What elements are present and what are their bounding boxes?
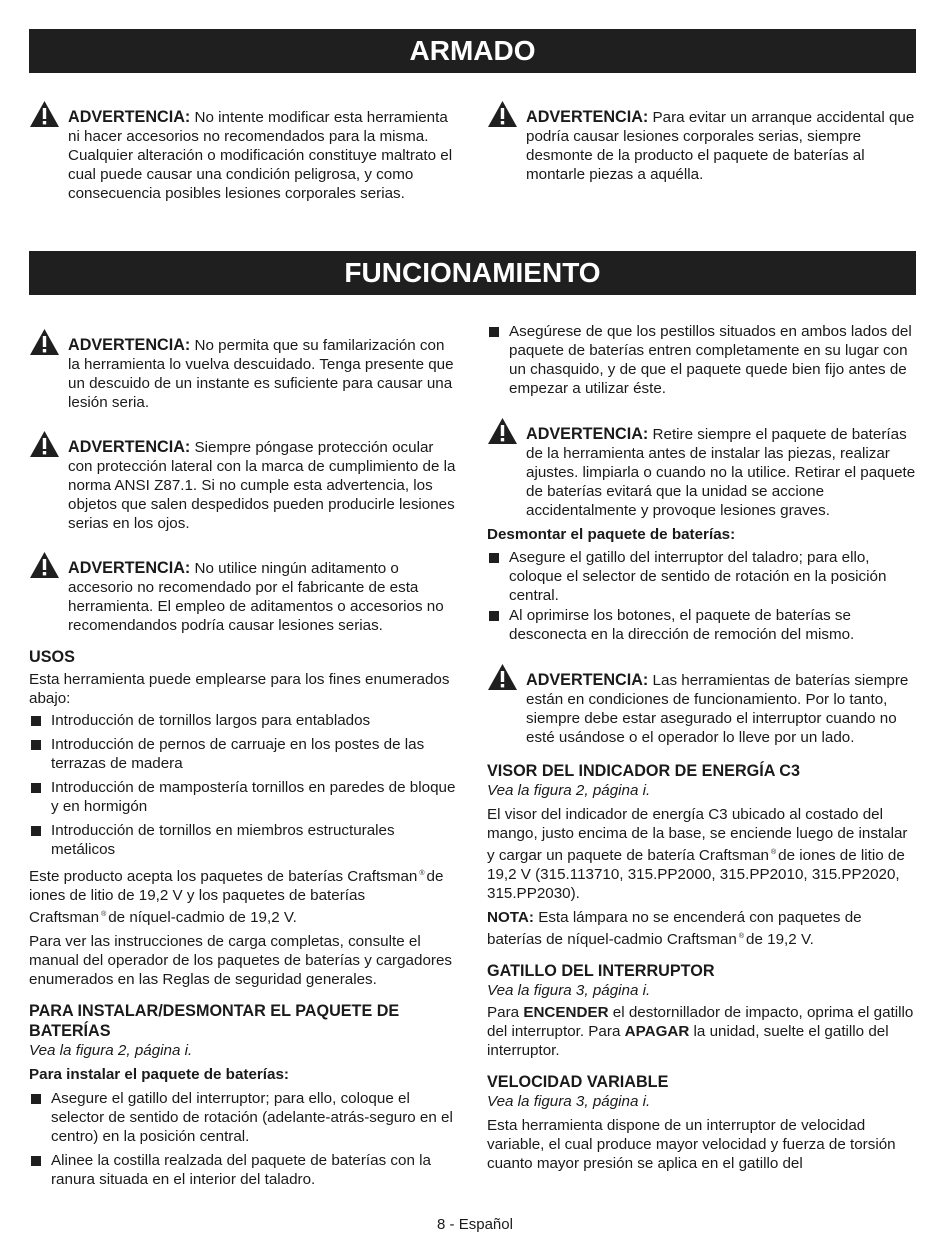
charging-para: Para ver las instrucciones de carga completas, consulte el manual del operador de los paquetes de baterías y cargadores enumerados en las Reglas de seguridad generales.	[29, 933, 452, 988]
operation-left-column	[29, 336, 459, 1189]
warning-label: ADVERTENCIA:	[526, 425, 649, 443]
warning-accidental-start	[487, 108, 917, 184]
c3-para: El visor del indicador de energía C3 ubicado al costado del mango, justo encima de la base, se enciende luego de instalar y cargar un paquete de batería Craftsman ® de iones de litio de 19,2 V (315.113710, 315.PP2000, 315.PP2010, 315.PP2020, 315.PP2030).	[487, 806, 908, 902]
warning-text: Para evitar un arranque accidental que podría causar lesiones corporales serias, siempre desmonte de la producto el paquete de baterías al montarle piezas a aquélla.	[526, 109, 915, 183]
warning-text: Siempre póngase protección ocular con protección lateral con la marca de cumplimiento de la norma ANSI Z87.1. Si no cumple esta advertencia, los objetos que salen despedidos pueden producirle lesiones serias en los ojos.	[68, 439, 456, 532]
warning-icon	[487, 663, 518, 691]
warning-label: ADVERTENCIA:	[68, 438, 191, 456]
warning-text: No utilice ningún aditamento o accesorio no recomendado por el fabricante de esta herramienta. El empleo de aditamentos o accesorios no recomendandos podría causar lesiones serias.	[68, 560, 444, 634]
warning-familiarity	[29, 336, 459, 412]
bullet-square-icon	[31, 1156, 41, 1166]
trigger-heading: GATILLO DEL INTERRUPTOR	[487, 962, 715, 980]
warning-text: No intente modificar esta herramienta ni hacer accesorios no recomendados para la misma. Cualquier alteración o modificación constituye maltrato el cual puede causar una condición peligrosa, y como consecuencia posibles lesiones corporales serias.	[68, 109, 453, 202]
list-item: Al oprimirse los botones, el paquete de baterías se desconecta en la dirección de remoción del mismo.	[487, 606, 917, 644]
bullet-square-icon	[31, 740, 41, 750]
list-item: Introducción de tornillos en miembros estructurales metálicos	[29, 821, 459, 859]
speed-para: Esta herramienta dispone de un interruptor de velocidad variable, el cual produce mayor velocidad y fuerza de torsión cuanto mayor presión se aplica en el gatillo del	[487, 1117, 896, 1172]
bullet-square-icon	[31, 716, 41, 726]
list-item: Introducción de pernos de carruaje en los postes de las terrazas de madera	[29, 735, 459, 773]
warning-modify-tool	[29, 108, 459, 203]
figure-reference: Vea la figura 2, página i.	[487, 782, 651, 799]
warning-label: ADVERTENCIA:	[68, 559, 191, 577]
warning-icon	[487, 417, 518, 445]
warning-accessories	[29, 559, 459, 635]
warning-icon	[29, 100, 60, 128]
install-heading: PARA INSTALAR/DESMONTAR EL PAQUETE DE BATERÍAS	[29, 1002, 400, 1040]
figure-reference: Vea la figura 3, página i.	[487, 982, 651, 999]
warning-icon	[29, 430, 60, 458]
list-item: Introducción de mampostería tornillos en paredes de bloque y en hormigón	[29, 778, 459, 816]
assembly-right-column	[487, 108, 917, 184]
warning-battery-tools	[487, 671, 917, 747]
note-para: NOTA: Esta lámpara no se encenderá con paquetes de baterías de níquel-cadmio Craftsman ® de 19,2 V.	[487, 909, 862, 948]
operation-right-column	[487, 322, 917, 1173]
uses-heading: USOS	[29, 648, 75, 666]
warning-text: Las herramientas de baterías siempre están en condiciones de funcionamiento. Por lo tanto, siempre debe estar asegurado el interruptor cuando no esté usándose o el operador lo lleve por un lado.	[526, 672, 909, 746]
warning-text: Retire siempre el paquete de baterías de la herramienta antes de instalar las piezas, realizar ajustes. limpiarla o cuando no la utilice. Retirar el paquete de baterías evitará que la unidad se accione accidentalmente y provoque lesiones graves.	[526, 426, 916, 519]
warning-text: No permita que su familarización con la herramienta lo vuelva descuidado. Tenga presente que un descuido de un instante es suficiente para causar una lesión seria.	[68, 337, 454, 411]
speed-heading: VELOCIDAD VARIABLE	[487, 1073, 669, 1091]
bullet-square-icon	[489, 611, 499, 621]
latch-list	[487, 322, 917, 398]
bullet-square-icon	[31, 826, 41, 836]
install-steps	[29, 1089, 459, 1189]
warning-icon	[29, 328, 60, 356]
install-subheading: Para instalar el paquete de baterías:	[29, 1066, 289, 1083]
bullet-square-icon	[31, 1094, 41, 1104]
warning-label: ADVERTENCIA:	[526, 671, 649, 689]
list-item: Asegúrese de que los pestillos situados en ambos lados del paquete de baterías entren completamente en su lugar con un chasquido, y de que el paquete quede bien fijo antes de empezar a utilizar éste.	[487, 322, 917, 398]
bullet-square-icon	[489, 327, 499, 337]
section-banner-funcionamiento: FUNCIONAMIENTO	[29, 251, 916, 295]
warning-label: ADVERTENCIA:	[526, 108, 649, 126]
uses-intro: Esta herramienta puede emplearse para los fines enumerados abajo:	[29, 671, 450, 707]
remove-steps	[487, 548, 917, 644]
bullet-square-icon	[31, 783, 41, 793]
page-footer: 8 - Español	[437, 1216, 513, 1233]
list-item: Alinee la costilla realzada del paquete de baterías con la ranura situada en el interior del taladro.	[29, 1151, 459, 1189]
list-item: Asegure el gatillo del interruptor del taladro; para ello, coloque el selector de sentido de rotación en la posición central.	[487, 548, 917, 605]
warning-icon	[487, 100, 518, 128]
list-item: Asegure el gatillo del interruptor; para ello, coloque el selector de sentido de rotación (adelante-atrás-seguro en el centro) en la posición central.	[29, 1089, 459, 1146]
warning-eye-protection	[29, 438, 459, 533]
warning-icon	[29, 551, 60, 579]
uses-list	[29, 711, 459, 859]
section-banner-armado: ARMADO	[29, 29, 916, 73]
warning-remove-battery	[487, 425, 917, 520]
list-item: Introducción de tornillos largos para entablados	[29, 711, 459, 730]
bullet-square-icon	[489, 553, 499, 563]
trigger-para: Para ENCENDER el destornillador de impacto, oprima el gatillo del interruptor. Para APAGAR la unidad, suelte el gatillo del interruptor.	[487, 1004, 914, 1059]
remove-subheading: Desmontar el paquete de baterías:	[487, 526, 736, 543]
battery-compat-para: Este producto acepta los paquetes de baterías Craftsman ® de iones de litio de 19,2 V y los paquetes de baterías Craftsman ® de níquel-cadmio de 19,2 V.	[29, 868, 444, 926]
figure-reference: Vea la figura 3, página i.	[487, 1093, 651, 1110]
warning-label: ADVERTENCIA:	[68, 108, 191, 126]
figure-reference: Vea la figura 2, página i.	[29, 1042, 193, 1059]
assembly-left-column	[29, 108, 459, 203]
c3-heading: VISOR DEL INDICADOR DE ENERGÍA C3	[487, 762, 800, 780]
warning-label: ADVERTENCIA:	[68, 336, 191, 354]
